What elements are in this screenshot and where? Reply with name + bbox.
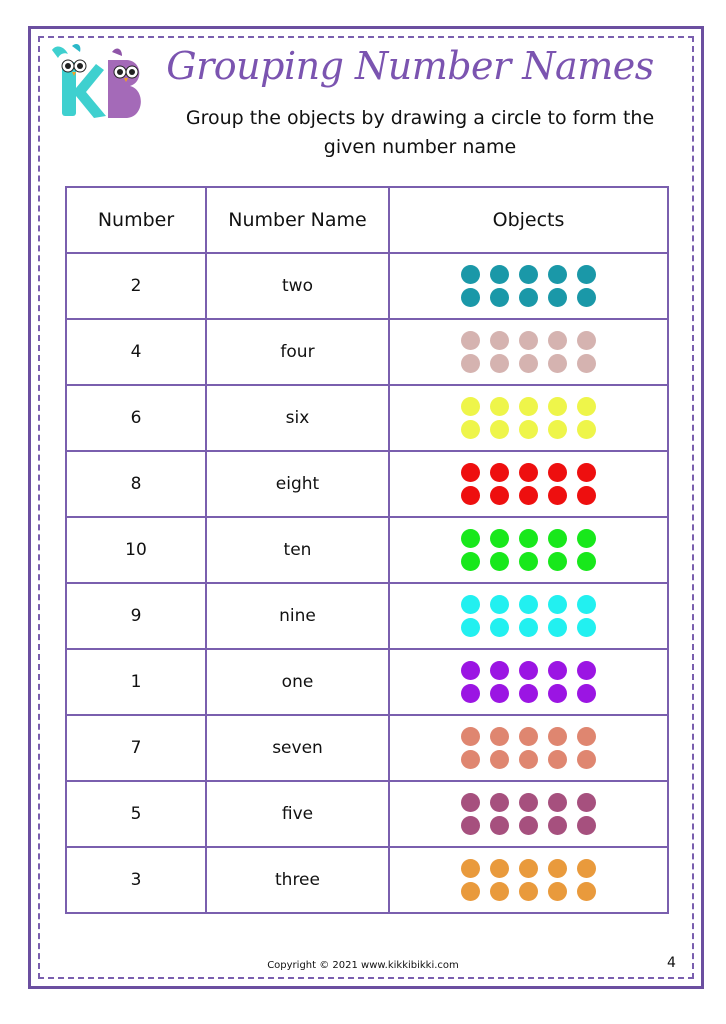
dot-object [519, 750, 538, 769]
dot-object [490, 859, 509, 878]
dot-object [548, 331, 567, 350]
dot-object [577, 463, 596, 482]
dot-object [519, 397, 538, 416]
dot-object [490, 463, 509, 482]
dot-object [461, 463, 480, 482]
page-title: Grouping Number Names [166, 44, 654, 88]
dot-object [548, 816, 567, 835]
number-names-table [65, 186, 669, 914]
dot-object [490, 661, 509, 680]
dot-object [519, 793, 538, 812]
dot-object [461, 816, 480, 835]
table-row [66, 517, 668, 583]
dot-object [577, 529, 596, 548]
dot-object [548, 595, 567, 614]
dot-object [548, 661, 567, 680]
dot-object [548, 354, 567, 373]
dot-object [461, 420, 480, 439]
dot-object [577, 595, 596, 614]
dot-object [461, 397, 480, 416]
dot-object [490, 486, 509, 505]
dot-object [519, 552, 538, 571]
dot-object [519, 288, 538, 307]
dot-object [490, 727, 509, 746]
number-cell: 7 [66, 715, 206, 781]
number-cell: 4 [66, 319, 206, 385]
dot-object [577, 750, 596, 769]
dot-group [461, 397, 596, 439]
table-row [66, 781, 668, 847]
copyright-footer: Copyright © 2021 www.kikkibikki.com [267, 960, 459, 971]
number-name-cell: seven [206, 715, 389, 781]
table-row [66, 649, 668, 715]
kikkibikki-logo [50, 42, 150, 124]
number-name-cell: nine [206, 583, 389, 649]
table-row [66, 253, 668, 319]
table-header-row [66, 187, 668, 253]
objects-cell[interactable] [389, 319, 668, 385]
dot-object [577, 420, 596, 439]
number-name-cell: six [206, 385, 389, 451]
objects-cell[interactable] [389, 715, 668, 781]
instructions-text: Group the objects by drawing a circle to form the given number name [185, 107, 655, 158]
dot-object [490, 354, 509, 373]
dot-object [490, 816, 509, 835]
dot-group [461, 595, 596, 637]
dot-object [490, 552, 509, 571]
header-number-name: Number Name [206, 187, 389, 253]
dot-object [519, 331, 538, 350]
dot-object [519, 727, 538, 746]
dot-object [490, 529, 509, 548]
dot-object [577, 684, 596, 703]
dot-object [548, 859, 567, 878]
dot-object [519, 684, 538, 703]
number-cell: 10 [66, 517, 206, 583]
dot-group [461, 265, 596, 307]
objects-cell[interactable] [389, 253, 668, 319]
dot-object [490, 750, 509, 769]
dot-object [577, 618, 596, 637]
dot-group [461, 331, 596, 373]
dot-object [548, 618, 567, 637]
number-cell: 2 [66, 253, 206, 319]
dot-object [490, 420, 509, 439]
dot-object [577, 288, 596, 307]
dot-group [461, 463, 596, 505]
number-name-cell: two [206, 253, 389, 319]
dot-object [548, 552, 567, 571]
dot-object [461, 265, 480, 284]
dot-object [548, 265, 567, 284]
table-row [66, 385, 668, 451]
dot-object [519, 486, 538, 505]
dot-object [548, 397, 567, 416]
dot-object [519, 265, 538, 284]
objects-cell[interactable] [389, 517, 668, 583]
dot-object [577, 727, 596, 746]
dot-object [519, 463, 538, 482]
dot-object [577, 486, 596, 505]
number-cell: 6 [66, 385, 206, 451]
dot-object [548, 420, 567, 439]
dot-object [577, 859, 596, 878]
dot-object [461, 288, 480, 307]
dot-object [577, 265, 596, 284]
number-name-cell: eight [206, 451, 389, 517]
number-name-cell: one [206, 649, 389, 715]
dot-group [461, 859, 596, 901]
dot-object [490, 684, 509, 703]
dot-object [519, 859, 538, 878]
dot-object [519, 420, 538, 439]
dot-object [461, 354, 480, 373]
dot-object [577, 882, 596, 901]
dot-object [461, 684, 480, 703]
dot-object [461, 793, 480, 812]
objects-cell[interactable] [389, 385, 668, 451]
header-number: Number [66, 187, 206, 253]
dot-object [548, 529, 567, 548]
dot-object [461, 529, 480, 548]
dot-object [519, 882, 538, 901]
number-cell: 3 [66, 847, 206, 913]
dot-group [461, 529, 596, 571]
number-cell: 8 [66, 451, 206, 517]
number-name-cell: ten [206, 517, 389, 583]
dot-object [519, 529, 538, 548]
dot-object [461, 552, 480, 571]
header-objects: Objects [389, 187, 668, 253]
table-row [66, 715, 668, 781]
dot-object [548, 486, 567, 505]
dot-object [461, 595, 480, 614]
objects-cell[interactable] [389, 451, 668, 517]
dot-object [490, 265, 509, 284]
dot-object [490, 331, 509, 350]
table-row [66, 583, 668, 649]
dot-object [490, 618, 509, 637]
dot-object [548, 750, 567, 769]
dot-object [490, 397, 509, 416]
dot-object [461, 618, 480, 637]
dot-object [577, 552, 596, 571]
dot-object [461, 727, 480, 746]
dot-object [490, 288, 509, 307]
dot-object [461, 661, 480, 680]
dot-object [577, 661, 596, 680]
dot-object [519, 816, 538, 835]
dot-group [461, 793, 596, 835]
dot-object [490, 882, 509, 901]
table-row [66, 847, 668, 913]
dot-object [548, 684, 567, 703]
dot-object [519, 661, 538, 680]
dot-object [577, 816, 596, 835]
dot-object [461, 882, 480, 901]
objects-cell[interactable] [389, 649, 668, 715]
dot-object [461, 859, 480, 878]
dot-object [548, 793, 567, 812]
number-name-cell: five [206, 781, 389, 847]
number-cell: 9 [66, 583, 206, 649]
number-cell: 5 [66, 781, 206, 847]
number-cell: 1 [66, 649, 206, 715]
dot-group [461, 727, 596, 769]
dot-object [490, 793, 509, 812]
dot-object [519, 595, 538, 614]
dot-object [577, 331, 596, 350]
dot-object [548, 882, 567, 901]
objects-cell[interactable] [389, 847, 668, 913]
dot-object [577, 354, 596, 373]
number-name-cell: three [206, 847, 389, 913]
page-number: 4 [667, 955, 676, 971]
dot-object [461, 331, 480, 350]
dot-group [461, 661, 596, 703]
dot-object [519, 618, 538, 637]
objects-cell[interactable] [389, 781, 668, 847]
objects-cell[interactable] [389, 583, 668, 649]
dot-object [548, 288, 567, 307]
dot-object [548, 727, 567, 746]
dot-object [548, 463, 567, 482]
number-name-cell: four [206, 319, 389, 385]
dot-object [519, 354, 538, 373]
dot-object [577, 793, 596, 812]
dot-object [461, 750, 480, 769]
dot-object [461, 486, 480, 505]
dot-object [577, 397, 596, 416]
dot-object [490, 595, 509, 614]
table-row [66, 319, 668, 385]
table-row [66, 451, 668, 517]
